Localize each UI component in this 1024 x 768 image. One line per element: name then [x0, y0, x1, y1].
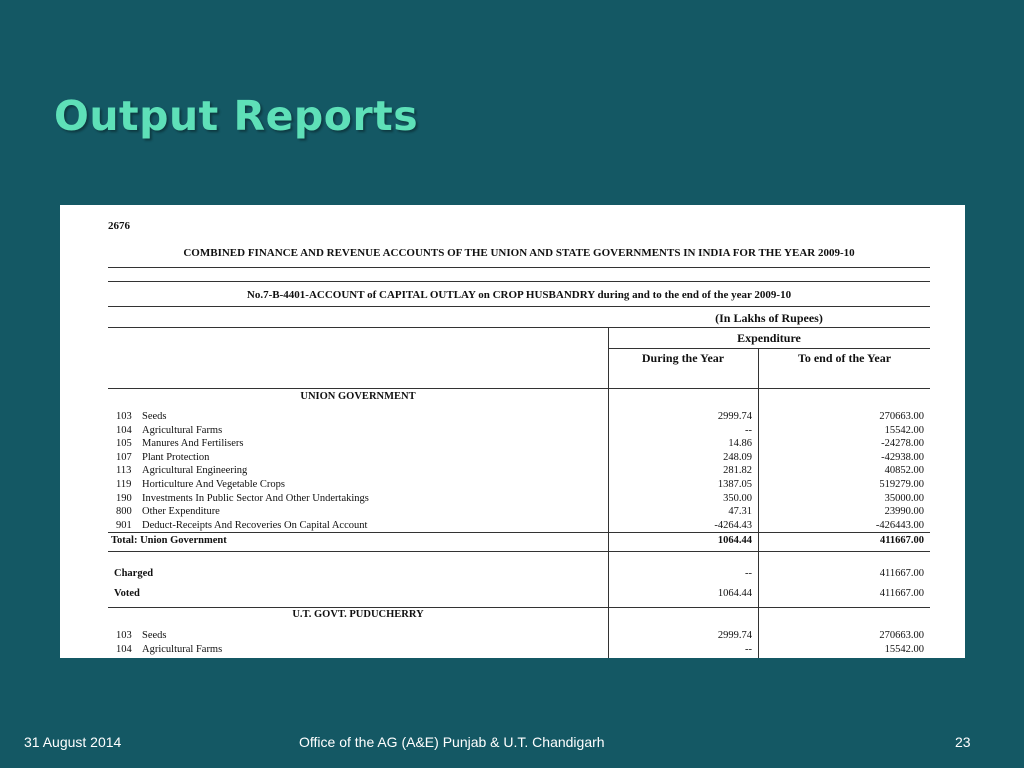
rule: [108, 267, 930, 268]
table-row: 901 Deduct-Receipts And Recoveries On Capital Account -4264.43 -426443.00: [116, 519, 924, 531]
rule: [108, 551, 930, 552]
table-row: 190 Investments In Public Sector And Other Undertakings 350.00 35000.00: [116, 492, 924, 504]
footer-date: 31 August 2014: [24, 734, 122, 750]
table-row: 800 Other Expenditure 47.31 23990.00: [116, 506, 924, 518]
column-header-during-year: During the Year: [641, 351, 725, 365]
voted-row: Voted 1064.44 411667.00: [114, 588, 924, 599]
rule: [108, 327, 930, 328]
rule: [608, 348, 930, 349]
table-row: 107 Plant Protection 248.09 -42938.00: [116, 451, 924, 463]
footer-office: Office of the AG (A&E) Punjab & U.T. Chandigarh: [299, 734, 605, 750]
table-row: 104 Agricultural Farms -- 15542.00: [116, 424, 924, 436]
slide-title: Output Reports: [54, 92, 419, 140]
charged-row: Charged -- 411667.00: [114, 568, 924, 579]
units-label: (In Lakhs of Rupees): [715, 311, 823, 325]
rule: [108, 281, 930, 282]
total-row: Total: Union Government 1064.44 411667.00: [111, 534, 924, 546]
table-row: 104 Agricultural Farms -- 15542.00: [116, 643, 924, 655]
rule: [108, 306, 930, 307]
table-row: 119 Horticulture And Vegetable Crops 1387.05 519279.00: [116, 479, 924, 490]
report-page-number: 2676: [108, 220, 130, 232]
rule: [108, 388, 930, 389]
table-row: 103 Seeds 2999.74 270663.00: [116, 630, 924, 641]
column-header-to-end-of-year: To end of the Year: [797, 351, 892, 365]
report-main-title: COMBINED FINANCE AND REVENUE ACCOUNTS OF THE UNION AND STATE GOVERNMENTS IN INDIA FOR THE YEAR 2009-10: [183, 247, 855, 259]
section-header-puducherry: U.T. GOVT. PUDUCHERRY: [292, 609, 424, 620]
account-title: No.7-B-4401-ACCOUNT of CAPITAL OUTLAY on CROP HUSBANDRY during and to the end of the year 2009-10: [246, 289, 792, 301]
table-row: 105 Manures And Fertilisers 14.86 -24278.00: [116, 438, 924, 450]
table-row: 103 Seeds 2999.74 270663.00: [116, 411, 924, 422]
section-header-union: UNION GOVERNMENT: [300, 391, 416, 402]
table-row: 113 Agricultural Engineering 281.82 40852.00: [116, 465, 924, 477]
report-image: [60, 205, 965, 658]
rule: [108, 607, 930, 608]
slide-number: 23: [955, 734, 971, 750]
expenditure-header: Expenditure: [737, 331, 801, 345]
